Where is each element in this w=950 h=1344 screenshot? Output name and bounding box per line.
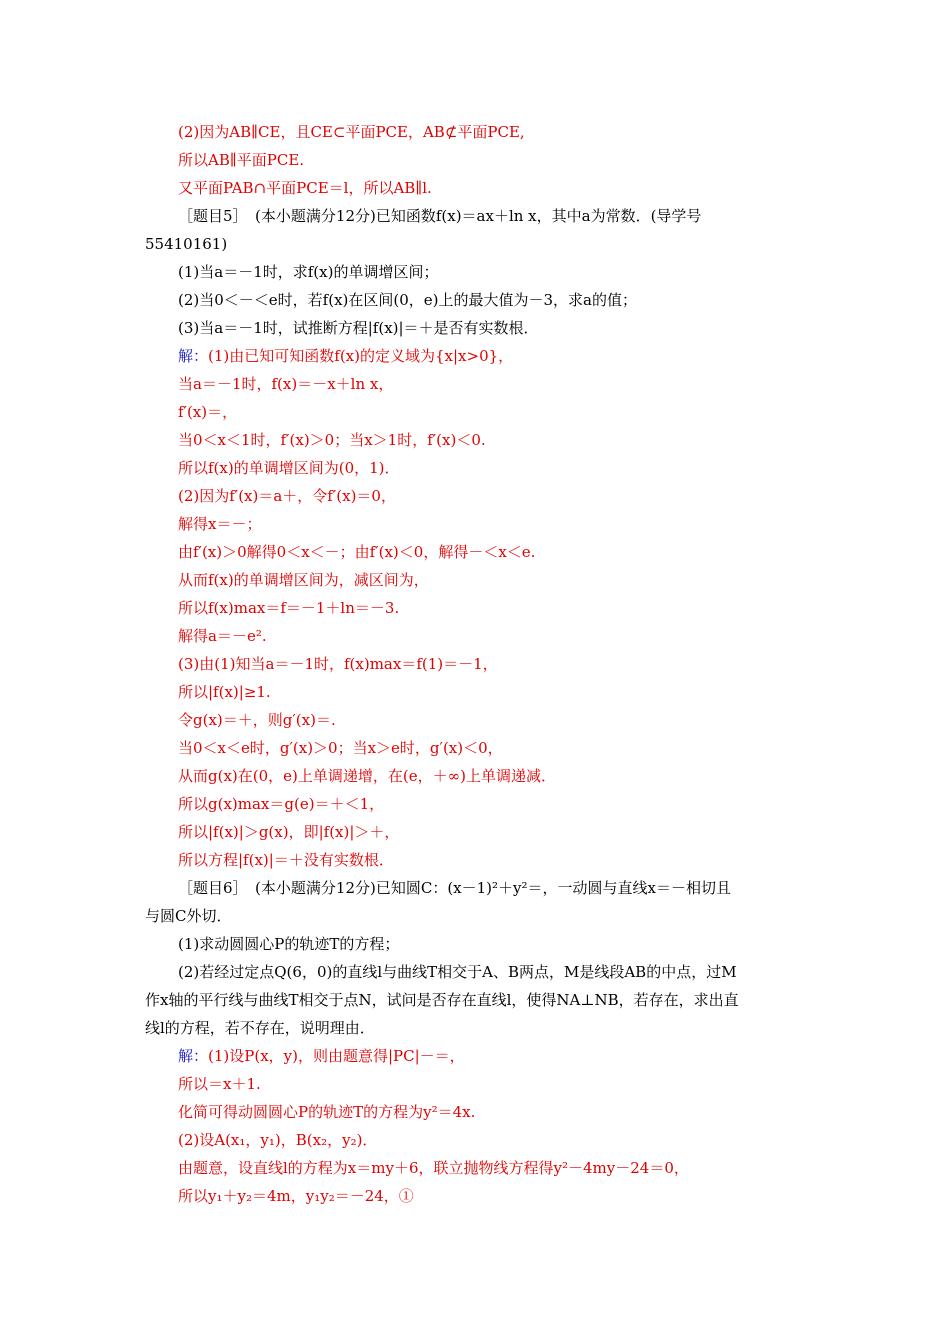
- prev-line-1: (2)因为AB∥CE，且CE⊂平面PCE，AB⊄平面PCE,: [178, 123, 525, 141]
- q5-heading: ［题目5］ (本小题满分12分)已知函数f(x)＝ax＋ln x，其中a为常数．(导学号: [178, 207, 702, 225]
- q5-solution-line-16: 从而g(x)在(0，e)上单调递增，在(e，＋∞)上单调递减．: [178, 767, 556, 785]
- q6-subquestion-2-cont: 作x轴的平行线与曲线T相交于点N，试问是否存在直线l，使得NA⊥NB，若存在，求出直: [145, 991, 739, 1009]
- q5-solution-line-12: (3)由(1)知当a＝－1时，f(x)max＝f(1)＝－1，: [178, 655, 498, 673]
- q5-solution-line-7: 解得x＝－；: [178, 515, 262, 533]
- q5-solution-line-3: f′(x)＝，: [178, 403, 238, 421]
- q5-solution-line-14: 令g(x)＝＋，则g′(x)＝.: [178, 711, 336, 729]
- q5-solution-line-6: (2)因为f′(x)＝a＋，令f′(x)＝0，: [178, 487, 396, 505]
- prev-line-2: 所以AB∥平面PCE.: [178, 151, 305, 169]
- q5-subquestion-2: (2)当0＜－＜e时，若f(x)在区间(0，e)上的最大值为－3，求a的值；: [178, 291, 637, 309]
- q5-solution-line-1: [178, 346, 513, 366]
- q5-solution-line-4: 当0＜x＜1时，f′(x)＞0；当x＞1时，f′(x)＜0.: [178, 431, 486, 449]
- q5-solution-line-10: 所以f(x)max＝f＝－1＋ln＝－3.: [178, 599, 400, 617]
- q6-subquestion-2-cont-2: 线l的方程，若不存在，说明理由．: [145, 1019, 375, 1037]
- q5-subquestion-3: (3)当a＝－1时，试推断方程|f(x)|＝＋是否有实数根．: [178, 319, 539, 337]
- solution-text: (1)由已知可知函数f(x)的定义域为{x|x>0}，: [208, 347, 514, 365]
- q6-solution-line-3: 化简可得动圆圆心P的轨迹T的方程为y²＝4x.: [178, 1103, 476, 1121]
- q5-solution-line-13: 所以|f(x)|≥1.: [178, 683, 271, 701]
- q6-solution-line-2: 所以＝x＋1.: [178, 1075, 261, 1093]
- q5-subquestion-1: (1)当a＝－1时，求f(x)的单调增区间；: [178, 263, 439, 281]
- q5-heading-cont: 55410161): [145, 235, 228, 253]
- q5-solution-line-2: 当a＝－1时，f(x)＝－x＋ln x，: [178, 375, 394, 393]
- solution-label: 解：: [178, 347, 209, 365]
- q5-solution-line-19: 所以方程|f(x)|＝＋没有实数根．: [178, 851, 394, 869]
- solution-label: 解：: [178, 1047, 209, 1065]
- prev-line-3: 又平面PAB∩平面PCE＝l，所以AB∥l.: [178, 179, 432, 197]
- q5-solution-line-15: 当0＜x＜e时，g′(x)＞0；当x＞e时，g′(x)＜0，: [178, 739, 503, 757]
- q5-solution-line-17: 所以g(x)max＝g(e)＝＋＜1，: [178, 795, 385, 813]
- q6-solution-line-5: 由题意，设直线l的方程为x＝my＋6，联立抛物线方程得y²－4my－24＝0，: [178, 1159, 689, 1177]
- q6-subquestion-1: (1)求动圆圆心P的轨迹T的方程；: [178, 935, 400, 953]
- q6-heading: ［题目6］ (本小题满分12分)已知圆C：(x－1)²＋y²＝，一动圆与直线x＝－相切且: [178, 879, 731, 897]
- q6-heading-cont: 与圆C外切．: [145, 907, 232, 925]
- solution-text: (1)设P(x，y)，则由题意得|PC|－＝，: [208, 1047, 465, 1065]
- q6-subquestion-2: (2)若经过定点Q(6，0)的直线l与曲线T相交于A、B两点，M是线段AB的中点，过M: [178, 963, 737, 981]
- q5-solution-line-11: 解得a＝－e².: [178, 627, 267, 645]
- q5-solution-line-8: 由f′(x)＞0解得0＜x＜－；由f′(x)＜0，解得－＜x＜e.: [178, 543, 536, 561]
- q5-solution-line-5: 所以f(x)的单调增区间为(0，1)．: [178, 459, 400, 477]
- q6-solution-line-6: 所以y₁＋y₂＝4m，y₁y₂＝－24，①: [178, 1187, 414, 1205]
- q6-solution-line-4: (2)设A(x₁，y₁)，B(x₂，y₂)．: [178, 1131, 378, 1149]
- q5-solution-line-18: 所以|f(x)|＞g(x)，即|f(x)|＞＋，: [178, 823, 400, 841]
- q5-solution-line-9: 从而f(x)的单调增区间为，减区间为，: [178, 571, 429, 589]
- q6-solution-line-1: [178, 1046, 465, 1066]
